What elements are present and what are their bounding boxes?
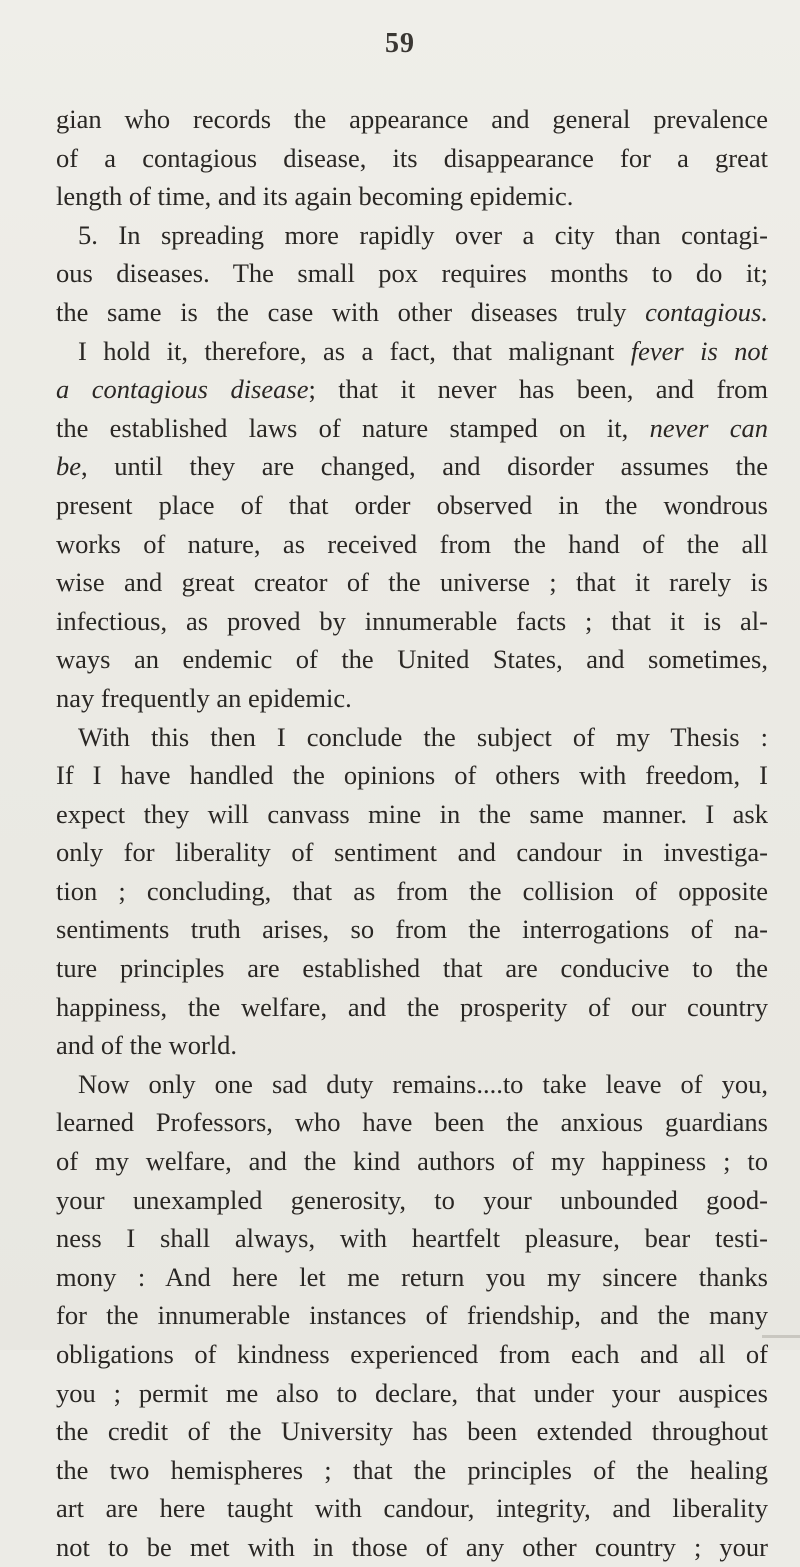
text-line: [56, 640, 768, 679]
text-segment: the established laws of nature stamped on it,: [56, 412, 650, 443]
text-segment: I hold it, therefore, as a fact, that malignant: [78, 335, 631, 366]
text-line: [56, 718, 768, 757]
text-line: [56, 293, 768, 332]
text-line: [56, 1489, 768, 1528]
text-segment: length of time, and its again becoming epidemic.: [56, 181, 574, 212]
text-line: [56, 1258, 768, 1297]
text-line: [56, 332, 768, 371]
text-line: [56, 1103, 768, 1142]
text-line: [56, 563, 768, 602]
text-line: [56, 1412, 768, 1451]
text-segment: you ; permit me also to declare, that under your auspices: [56, 1377, 768, 1408]
text-segment: art are here taught with candour, integrity, and liberality: [56, 1493, 768, 1524]
text-segment: works of nature, as received from the hand of the all: [56, 528, 768, 559]
text-segment: Now only one sad duty remains....to take leave of you,: [78, 1068, 768, 1099]
text-line: [56, 1296, 768, 1335]
text-line: [56, 1451, 768, 1490]
text-segment: and of the world.: [56, 1030, 238, 1061]
body-text: [56, 100, 768, 1567]
text-segment: nay frequently an epidemic.: [56, 682, 352, 713]
text-line: [56, 1219, 768, 1258]
text-line: [56, 1181, 768, 1220]
text-line: [56, 447, 768, 486]
text-segment: mony : And here let me return you my sincere thanks: [56, 1261, 768, 1292]
text-segment: the credit of the University has been extended throughout: [56, 1416, 768, 1447]
text-segment: With this then I conclude the subject of my Thesis :: [78, 721, 768, 752]
text-segment: your unexampled generosity, to your unbounded good-: [56, 1184, 768, 1215]
text-segment: the same is the case with other diseases truly: [56, 296, 646, 327]
text-segment: ways an endemic of the United States, and sometimes,: [56, 644, 768, 675]
text-line: [56, 1528, 768, 1567]
page-number: 59: [385, 28, 415, 59]
text-segment: only for liberality of sentiment and candour in investiga-: [56, 837, 768, 868]
text-segment: gian who records the appearance and general prevalence: [56, 104, 768, 134]
text-line: [56, 177, 768, 216]
italic-text-segment: be: [56, 451, 82, 482]
text-segment: tion ; concluding, that as from the collision of opposite: [56, 875, 768, 906]
italic-text-segment: a contagious disease: [56, 374, 309, 405]
text-line: [56, 872, 768, 911]
text-line: [56, 409, 768, 448]
text-line: [56, 1374, 768, 1413]
text-segment: ous diseases. The small pox requires months to do it;: [56, 258, 768, 289]
text-line: [56, 833, 768, 872]
text-line: [56, 1335, 768, 1374]
text-segment: present place of that order observed in the wondrous: [56, 489, 768, 520]
text-segment: infectious, as proved by innumerable facts ; that it is al-: [56, 605, 768, 636]
text-segment: expect they will canvass mine in the same manner. I ask: [56, 798, 768, 829]
text-line: [56, 254, 768, 293]
text-segment: If I have handled the opinions of others with freedom, I: [56, 760, 768, 791]
text-segment: , until they are changed, and disorder assumes the: [81, 451, 768, 482]
italic-text-segment: contagious.: [645, 296, 768, 327]
text-segment: ness I shall always, with heartfelt pleasure, bear testi-: [56, 1223, 768, 1254]
text-line: [56, 139, 768, 178]
text-segment: 5. In spreading more rapidly over a city than contagi-: [78, 219, 768, 250]
text-line: [56, 988, 768, 1027]
text-line: [56, 486, 768, 525]
page-edge-mark: [762, 1335, 800, 1338]
text-segment: not to be met with in those of any other country ; your: [56, 1531, 768, 1562]
italic-text-segment: fever is not: [630, 335, 768, 366]
text-line: [56, 1142, 768, 1181]
text-line: [56, 100, 768, 139]
text-segment: happiness, the welfare, and the prosperity of our country: [56, 991, 768, 1022]
text-segment: ; that it never has been, and from: [308, 374, 768, 405]
text-segment: learned Professors, who have been the anxious guardians: [56, 1107, 768, 1138]
text-line: [56, 679, 768, 718]
text-segment: obligations of kindness experienced from each and all of: [56, 1339, 768, 1369]
text-line: [56, 525, 768, 564]
text-line: [56, 216, 768, 255]
text-line: [56, 795, 768, 834]
text-line: [56, 949, 768, 988]
text-segment: sentiments truth arises, so from the interrogations of na-: [56, 914, 768, 945]
text-segment: the two hemispheres ; that the principles of the healing: [56, 1454, 768, 1485]
text-segment: wise and great creator of the universe ; that it rarely is: [56, 567, 768, 598]
text-line: [56, 370, 768, 409]
text-segment: of my welfare, and the kind authors of my happiness ; to: [56, 1146, 768, 1177]
text-segment: ture principles are established that are conducive to the: [56, 953, 768, 984]
text-line: [56, 1065, 768, 1104]
italic-text-segment: never can: [649, 412, 768, 443]
text-line: [56, 756, 768, 795]
text-segment: of a contagious disease, its disappearance for a great: [56, 142, 768, 173]
text-line: [56, 1026, 768, 1065]
text-segment: for the innumerable instances of friendship, and the many: [56, 1300, 768, 1331]
text-line: [56, 602, 768, 641]
text-line: [56, 910, 768, 949]
